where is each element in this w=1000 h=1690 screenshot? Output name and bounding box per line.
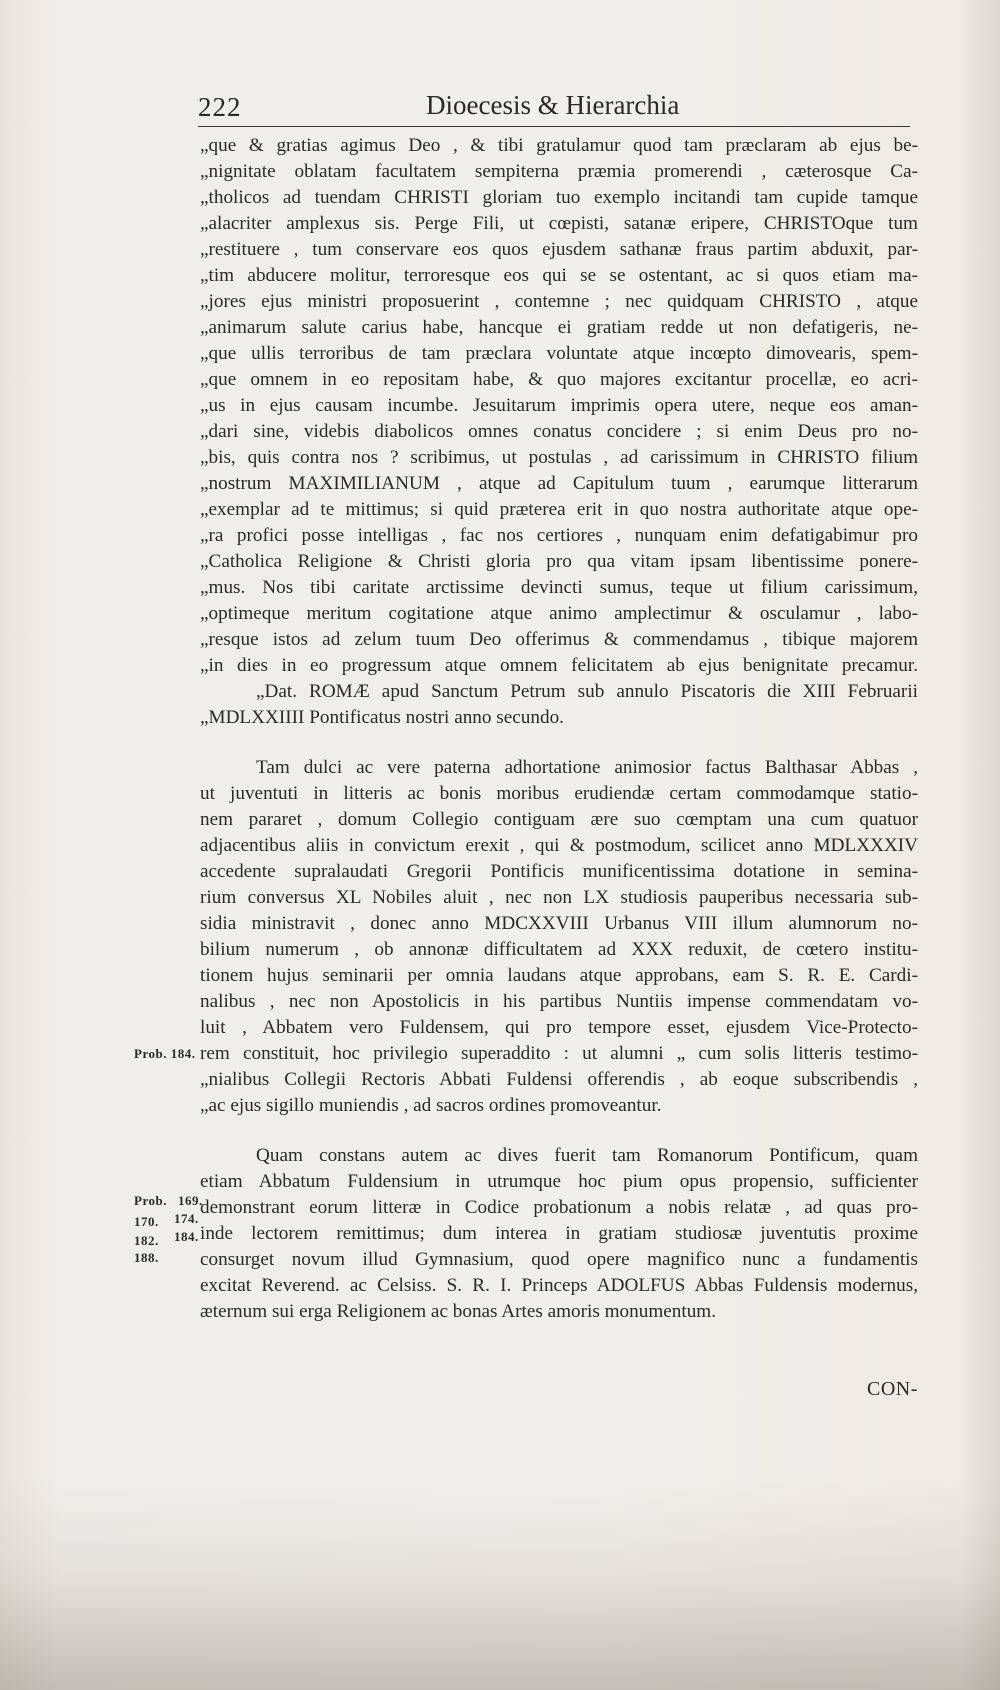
- text-line: sidia ministravit , donec anno MDCXXVIII Urbanus VIII illum alumnorum no-: [200, 913, 918, 934]
- text-line: „que ullis terroribus de tam præclara voluntate atque incœpto dimovearis, spem-: [200, 343, 918, 364]
- margin-note-174: 174.: [174, 1211, 199, 1226]
- text-line: „restituere , tum conservare eos quos ejusdem sathanæ fraus partim abduxit, par-: [200, 239, 918, 260]
- text-line: „nostrum MAXIMILIANUM , atque ad Capitulum tuum , earumque litterarum: [200, 473, 918, 494]
- text-line: „optimeque meritum cogitatione atque animo amplectimur & osculamur , labo-: [200, 603, 918, 624]
- text-line: „Catholica Religione & Christi gloria pro qua vitam ipsam libentissime ponere-: [200, 551, 918, 572]
- catchword: CON-: [867, 1378, 918, 1400]
- text-line: „nignitate oblatam facultatem sempiterna præmia promerendi , cæterosque Ca-: [200, 161, 918, 182]
- text-line: „tholicos ad tuendam CHRISTI gloriam tuo exemplo incitandi tam cupide tamque: [200, 187, 918, 208]
- margin-note-169: 169.: [178, 1193, 203, 1208]
- body-text: [200, 133, 918, 1325]
- text-line: excitat Reverend. ac Celsiss. S. R. I. Princeps ADOLFUS Abbas Fuldensis modernus,: [200, 1275, 918, 1296]
- text-line: „ac ejus sigillo muniendis , ad sacros ordines promoveantur.: [200, 1095, 662, 1116]
- text-line: bilium numerum , ob annonæ difficultatem ad XXX reduxit, de cœtero institu-: [200, 939, 918, 960]
- text-line: „resque istos ad zelum tuum Deo offerimus & commendamus , tibique majorem: [200, 629, 918, 650]
- text-line: „jores ejus ministri proposuerint , contemne ; nec quidquam CHRISTO , atque: [200, 291, 918, 312]
- margin-note-prob: Prob.: [134, 1193, 167, 1208]
- paragraph-gap: [200, 731, 918, 755]
- text-line: „mus. Nos tibi caritate arctissime devincti sumus, teque ut filium carissimum,: [200, 577, 918, 598]
- text-line: „que & gratias agimus Deo , & tibi gratulamur quod tam præclaram ab ejus be-: [200, 135, 918, 156]
- text-line: demonstrant eorum litteræ in Codice probationum a nobis relatæ , ad quas pro-: [200, 1197, 918, 1218]
- header-rule: [198, 126, 910, 127]
- text-line: luit , Abbatem vero Fuldensem, qui pro tempore esset, ejusdem Vice-Protecto-: [200, 1017, 918, 1038]
- margin-note-182: 182.: [134, 1233, 159, 1248]
- text-line: „exemplar ad te mittimus; si quid præterea erit in quo nostra authoritate atque ope-: [200, 499, 918, 520]
- text-line: nem pararet , domum Collegio contiguam ære suo cœmptam una cum quatuor: [200, 809, 918, 830]
- text-line: „bis, quis contra nos ? scribimus, ut postulas , ad carissimum in CHRISTO filium: [200, 447, 918, 468]
- margin-note-170: 170.: [134, 1214, 159, 1229]
- page-header: [198, 92, 914, 128]
- paragraph-gap: [200, 1119, 918, 1143]
- text-line: „in dies in eo progressum atque omnem felicitatem ab ejus benignitate precamur.: [200, 655, 918, 676]
- text-line: nalibus , nec non Apostolicis in his partibus Nuntiis impense commendatam vo-: [200, 991, 918, 1012]
- page-number: 222: [198, 92, 242, 122]
- text-line: „animarum salute carius habe, hancque ei gratiam redde ut non defatigeris, ne-: [200, 317, 918, 338]
- text-line: æternum sui erga Religionem ac bonas Artes amoris monumentum.: [200, 1301, 717, 1322]
- text-line: „alacriter amplexus sis. Perge Fili, ut cœpisti, satanæ eripere, CHRISTOque tum: [200, 213, 918, 234]
- running-head: Dioecesis & Hierarchia: [426, 90, 680, 120]
- text-line: „us in ejus causam incumbe. Jesuitarum imprimis opera utere, neque eos aman-: [200, 395, 918, 416]
- paragraph-letter: [200, 133, 918, 679]
- text-line: consurget novum illud Gymnasium, quod opere magnifico nunc a fundamentis: [200, 1249, 918, 1270]
- page-edge-shadow: [960, 0, 1000, 1690]
- gutter-shadow: [0, 1480, 1000, 1690]
- text-line: „Dat. ROMÆ apud Sanctum Petrum sub annulo Piscatoris die XIII Februarii: [256, 681, 918, 702]
- text-line: „dari sine, videbis diabolicos omnes conatus concidere ; si enim Deus pro no-: [200, 421, 918, 442]
- text-line: rem constituit, hoc privilegio superaddito : ut alumni „ cum solis litteris testimo-: [200, 1043, 918, 1064]
- text-line: adjacentibus aliis in convictum erexit , qui & postmodum, scilicet anno MDLXXXIV: [200, 835, 918, 856]
- text-line: accedente supralaudati Gregorii Pontificis munificentissima dotatione in semina-: [200, 861, 918, 882]
- paragraph-gymnasium: [200, 1143, 918, 1325]
- text-line: ut juventuti in litteris ac bonis moribus erudiendæ certam commodamque statio-: [200, 783, 918, 804]
- paragraph-seminary: [200, 755, 918, 1119]
- margin-note-188: 188.: [134, 1250, 159, 1265]
- text-line: Tam dulci ac vere paterna adhortatione animosior factus Balthasar Abbas ,: [256, 757, 918, 778]
- margin-note-prob-184: Prob. 184.: [134, 1046, 196, 1061]
- text-line: „nialibus Collegii Rectoris Abbati Fuldensi offerendis , ab eoque subscribendis ,: [200, 1069, 918, 1090]
- text-line: rium conversus XL Nobiles aluit , nec non LX studiosis pauperibus necessaria sub-: [200, 887, 918, 908]
- text-line: „ra profici posse intelligas , fac nos certiores , nunquam enim defatigabimur pro: [200, 525, 918, 546]
- paragraph-dating: [200, 679, 918, 731]
- text-line: inde lectorem remittimus; dum interea in gratiam studiosæ juventutis proxime: [200, 1223, 918, 1244]
- text-line: tionem hujus seminarii per omnia laudans atque approbans, eam S. R. E. Cardi-: [200, 965, 918, 986]
- text-line: Quam constans autem ac dives fuerit tam Romanorum Pontificum, quam: [256, 1145, 918, 1166]
- text-line: „MDLXXIIII Pontificatus nostri anno secundo.: [200, 707, 564, 728]
- margin-note-184: 184.: [174, 1229, 199, 1244]
- text-line: „que omnem in eo repositam habe, & quo majores excitantur procellæ, eo acri-: [200, 369, 918, 390]
- text-line: etiam Abbatum Fuldensium in utrumque hoc pium opus propensio, sufficienter: [200, 1171, 918, 1192]
- text-line: „tim abducere molitur, terroresque eos qui se se ostentant, ac si quos etiam ma-: [200, 265, 918, 286]
